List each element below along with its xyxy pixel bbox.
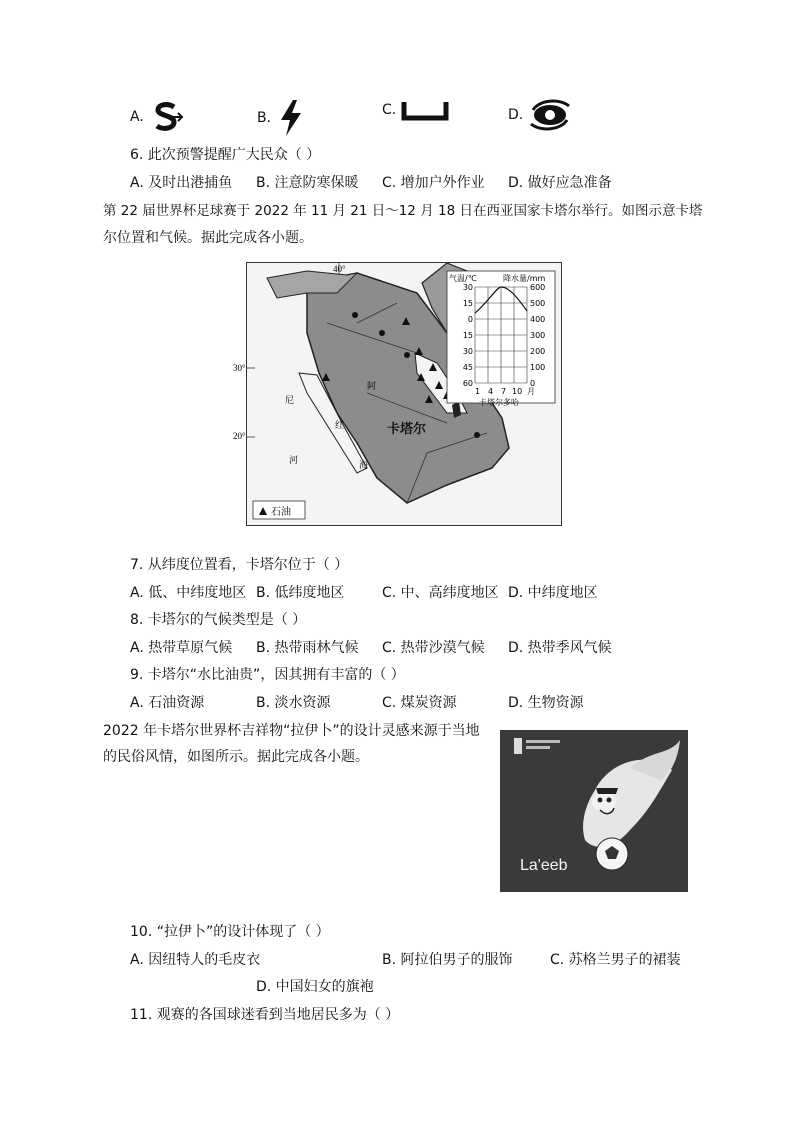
latitude-20-label: 20° bbox=[233, 431, 246, 441]
wind-symbol-icon bbox=[150, 100, 184, 134]
svg-text:7: 7 bbox=[501, 387, 507, 396]
q9-option-d[interactable]: D. 生物资源 bbox=[508, 695, 584, 711]
mascot-name-label: La'eeb bbox=[520, 857, 568, 874]
temp-axis-label: 气温/℃ bbox=[449, 274, 477, 283]
svg-text:0: 0 bbox=[530, 379, 536, 388]
svg-text:600: 600 bbox=[530, 283, 546, 292]
option-label: A. bbox=[130, 109, 144, 125]
nile-label-2: 河 bbox=[289, 456, 299, 466]
q5-option-c[interactable] bbox=[382, 100, 448, 120]
svg-text:200: 200 bbox=[530, 347, 546, 356]
q8-option-b[interactable]: B. 热带雨林气候 bbox=[256, 640, 359, 656]
arabia-label: 阿 bbox=[367, 382, 377, 392]
svg-text:500: 500 bbox=[530, 299, 546, 308]
q7-option-a[interactable]: A. 低、中纬度地区 bbox=[130, 585, 247, 601]
q9-option-a[interactable]: A. 石油资源 bbox=[130, 695, 205, 711]
q8-option-d[interactable]: D. 热带季风气候 bbox=[508, 640, 612, 656]
question-6-stem: 6. 此次预警提醒广大民众（ ） bbox=[130, 147, 321, 163]
svg-text:1: 1 bbox=[475, 387, 481, 396]
qatar-location-climate-map bbox=[233, 262, 562, 526]
svg-text:30: 30 bbox=[462, 347, 473, 356]
longitude-label: 40° bbox=[333, 264, 346, 274]
q7-option-d[interactable]: D. 中纬度地区 bbox=[508, 585, 598, 601]
qatar-label: 卡塔尔 bbox=[387, 422, 427, 437]
q10-option-c[interactable]: C. 苏格兰男子的裙装 bbox=[550, 952, 681, 968]
mascot-intro-line-1: 2022 年卡塔尔世界杯吉祥物“拉伊卜”的设计灵感来源于当地 bbox=[103, 723, 480, 739]
qatar-intro-line-1: 第 22 届世界杯足球赛于 2022 年 11 月 21 日～12 月 18 日在西亚国家卡塔尔举行。如图示意卡塔 bbox=[103, 203, 703, 219]
svg-text:月: 月 bbox=[527, 387, 535, 396]
q5-option-a[interactable] bbox=[130, 100, 184, 134]
latitude-30-label: 30° bbox=[233, 363, 246, 373]
option-label: B. bbox=[257, 110, 272, 126]
q6-option-a[interactable]: A. 及时出港捕鱼 bbox=[130, 175, 233, 191]
q7-option-b[interactable]: B. 低纬度地区 bbox=[256, 585, 345, 601]
q7-option-c[interactable]: C. 中、高纬度地区 bbox=[382, 585, 499, 601]
sea-label: 海 bbox=[359, 461, 369, 471]
question-9-stem: 9. 卡塔尔“水比油贵”，因其拥有丰富的（ ） bbox=[130, 667, 405, 683]
precip-axis-label: 降水量/mm bbox=[503, 274, 546, 283]
q6-option-d[interactable]: D. 做好应急准备 bbox=[508, 175, 612, 191]
q10-option-d[interactable]: D. 中国妇女的旗袍 bbox=[256, 979, 374, 995]
bracket-symbol-icon bbox=[402, 100, 448, 120]
nile-label-1: 尼 bbox=[285, 396, 295, 406]
legend-label: 石油 bbox=[271, 507, 291, 518]
typhoon-icon bbox=[529, 100, 571, 130]
option-label: D. bbox=[508, 107, 524, 123]
q5-option-b[interactable] bbox=[257, 100, 305, 136]
svg-text:15: 15 bbox=[462, 299, 473, 308]
option-label: C. bbox=[382, 102, 397, 118]
question-11-stem: 11. 观赛的各国球迷看到当地居民多为（ ） bbox=[130, 1007, 400, 1023]
q10-option-a[interactable]: A. 因纽特人的毛皮衣 bbox=[130, 952, 261, 968]
q6-option-c[interactable]: C. 增加户外作业 bbox=[382, 175, 485, 191]
climate-chart-inset bbox=[447, 271, 555, 407]
q5-option-d[interactable] bbox=[508, 100, 571, 130]
svg-text:10: 10 bbox=[512, 387, 523, 396]
svg-text:4: 4 bbox=[488, 387, 494, 396]
q10-option-b[interactable]: B. 阿拉伯男子的服饰 bbox=[382, 952, 513, 968]
q6-option-b[interactable]: B. 注意防寒保暖 bbox=[256, 175, 359, 191]
q9-option-c[interactable]: C. 煤炭资源 bbox=[382, 695, 457, 711]
svg-text:45: 45 bbox=[462, 363, 473, 372]
qatar-intro-line-2: 尔位置和气候。据此完成各小题。 bbox=[103, 230, 313, 246]
svg-text:400: 400 bbox=[530, 315, 546, 324]
lightning-icon bbox=[277, 100, 305, 136]
q9-option-b[interactable]: B. 淡水资源 bbox=[256, 695, 331, 711]
q8-option-a[interactable]: A. 热带草原气候 bbox=[130, 640, 233, 656]
svg-text:300: 300 bbox=[530, 331, 546, 340]
svg-text:0: 0 bbox=[467, 315, 473, 324]
svg-text:15: 15 bbox=[462, 331, 473, 340]
laeeb-mascot-image bbox=[500, 730, 688, 892]
question-10-stem: 10. “拉伊卜”的设计体现了（ ） bbox=[130, 924, 330, 940]
question-8-stem: 8. 卡塔尔的气候类型是（ ） bbox=[130, 612, 307, 628]
q8-option-c[interactable]: C. 热带沙漠气候 bbox=[382, 640, 485, 656]
question-7-stem: 7. 从纬度位置看，卡塔尔位于（ ） bbox=[130, 557, 349, 573]
mascot-intro-line-2: 的民俗风情，如图所示。据此完成各小题。 bbox=[103, 749, 369, 765]
svg-text:60: 60 bbox=[462, 379, 473, 388]
svg-text:100: 100 bbox=[530, 363, 546, 372]
football-icon bbox=[596, 838, 628, 870]
svg-text:30: 30 bbox=[462, 283, 473, 292]
climate-caption: 卡塔尔多哈 bbox=[479, 398, 519, 407]
red-sea-label: 红 bbox=[335, 421, 345, 431]
